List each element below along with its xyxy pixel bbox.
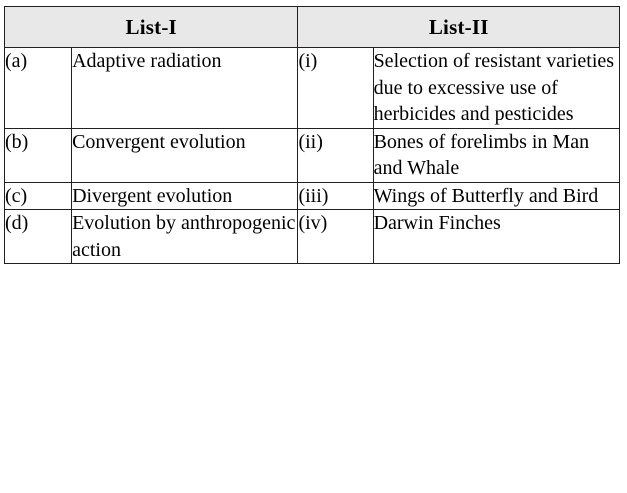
row-text-ii: Bones of forelimbs in Man and Whale [373, 128, 619, 182]
row-label-d: (d) [5, 210, 72, 264]
row-label-a: (a) [5, 48, 72, 129]
row-text-a: Adaptive radiation [72, 48, 298, 129]
table-row [5, 48, 620, 129]
table-row [5, 182, 620, 210]
row-text-i: Selection of resistant varieties due to excessive use of herbicides and pesticides [373, 48, 619, 129]
row-text-c: Divergent evolution [72, 182, 298, 210]
row-label-c: (c) [5, 182, 72, 210]
row-text-b: Convergent evolution [72, 128, 298, 182]
match-the-columns-table [4, 6, 620, 264]
row-label-iv: (iv) [298, 210, 373, 264]
column-header-list-ii: List-II [298, 7, 620, 48]
table-row [5, 210, 620, 264]
table-header-row [5, 7, 620, 48]
table-row [5, 128, 620, 182]
row-label-iii: (iii) [298, 182, 373, 210]
table-header [5, 7, 620, 48]
row-text-iii: Wings of Butterfly and Bird [373, 182, 619, 210]
row-label-b: (b) [5, 128, 72, 182]
table-body [5, 48, 620, 264]
row-label-i: (i) [298, 48, 373, 129]
row-text-d: Evolution by anthropogenic action [72, 210, 298, 264]
match-the-columns-table-container [4, 6, 620, 264]
row-label-ii: (ii) [298, 128, 373, 182]
column-header-list-i: List-I [5, 7, 298, 48]
row-text-iv: Darwin Finches [373, 210, 619, 264]
